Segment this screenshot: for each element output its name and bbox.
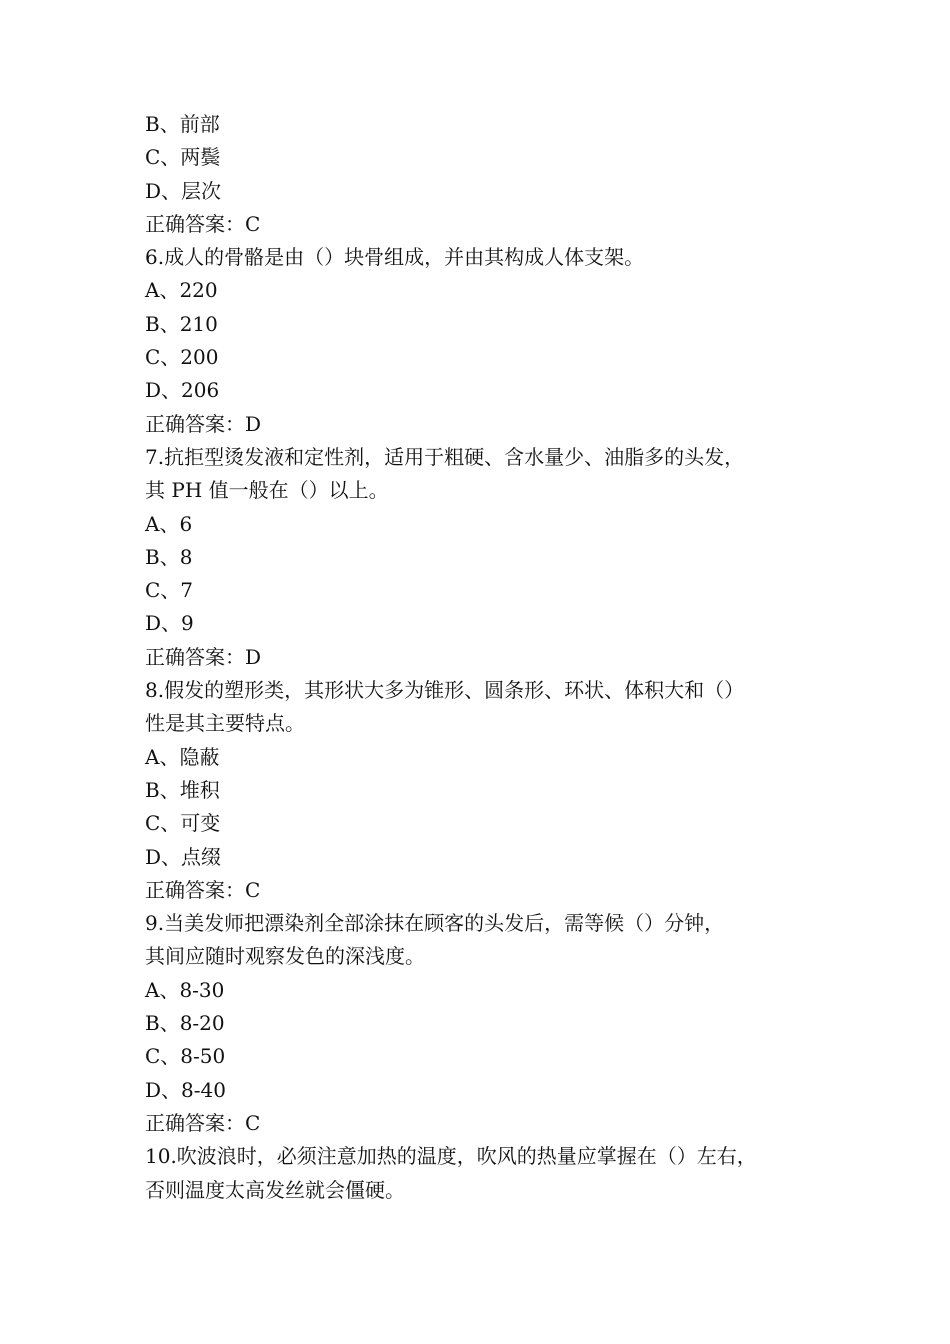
- option-b-q7: B、8: [145, 544, 193, 569]
- option-d-q9: D、8-40: [145, 1077, 226, 1102]
- option-a-q7: A、6: [145, 511, 193, 536]
- option-d-q7: D、9: [145, 611, 194, 636]
- option-b-q6: B、210: [145, 311, 218, 336]
- option-a-q6: A、220: [145, 278, 218, 303]
- option-a-q9: A、8-30: [145, 977, 225, 1002]
- question-text-block: [145, 108, 845, 1207]
- question-9-line-2: 其间应随时观察发色的深浅度。: [145, 944, 425, 969]
- question-6: 6.成人的骨骼是由（）块骨组成，并由其构成人体支架。: [145, 245, 645, 270]
- option-d-q8: D、点缀: [145, 844, 222, 869]
- question-9-line-1: 9.当美发师把漂染剂全部涂抹在顾客的头发后，需等候（）分钟，: [145, 911, 725, 936]
- answer-q7: 正确答案：D: [145, 644, 262, 669]
- question-8-line-2: 性是其主要特点。: [145, 711, 305, 736]
- option-c-q8: C、可变: [145, 811, 221, 836]
- option-d-q5: D、层次: [145, 178, 222, 203]
- answer-q9: 正确答案：C: [145, 1110, 261, 1135]
- answer-q5: 正确答案：C: [145, 211, 261, 236]
- question-10-line-1: 10.吹波浪时，必须注意加热的温度，吹风的热量应掌握在（）左右，: [145, 1144, 757, 1169]
- option-b-q5: B、前部: [145, 112, 220, 136]
- option-b-q9: B、8-20: [145, 1011, 225, 1036]
- answer-q8: 正确答案：C: [145, 877, 261, 902]
- question-8-line-1: 8.假发的塑形类，其形状大多为锥形、圆条形、环状、体积大和（）: [145, 678, 745, 703]
- question-7-line-1: 7.抗拒型烫发液和定性剂，适用于粗硬、含水量少、油脂多的头发，: [145, 444, 745, 469]
- option-c-q9: C、8-50: [145, 1044, 226, 1069]
- option-c-q6: C、200: [145, 345, 219, 370]
- question-7-line-2: 其 PH 值一般在（）以上。: [145, 478, 389, 503]
- option-a-q8: A、隐蔽: [145, 744, 220, 769]
- option-d-q6: D、206: [145, 378, 220, 403]
- question-10-line-2: 否则温度太高发丝就会僵硬。: [145, 1177, 405, 1202]
- option-b-q8: B、堆积: [145, 777, 220, 802]
- answer-q6: 正确答案：D: [145, 411, 262, 436]
- option-c-q7: C、7: [145, 578, 194, 603]
- option-c-q5: C、两鬓: [145, 145, 221, 170]
